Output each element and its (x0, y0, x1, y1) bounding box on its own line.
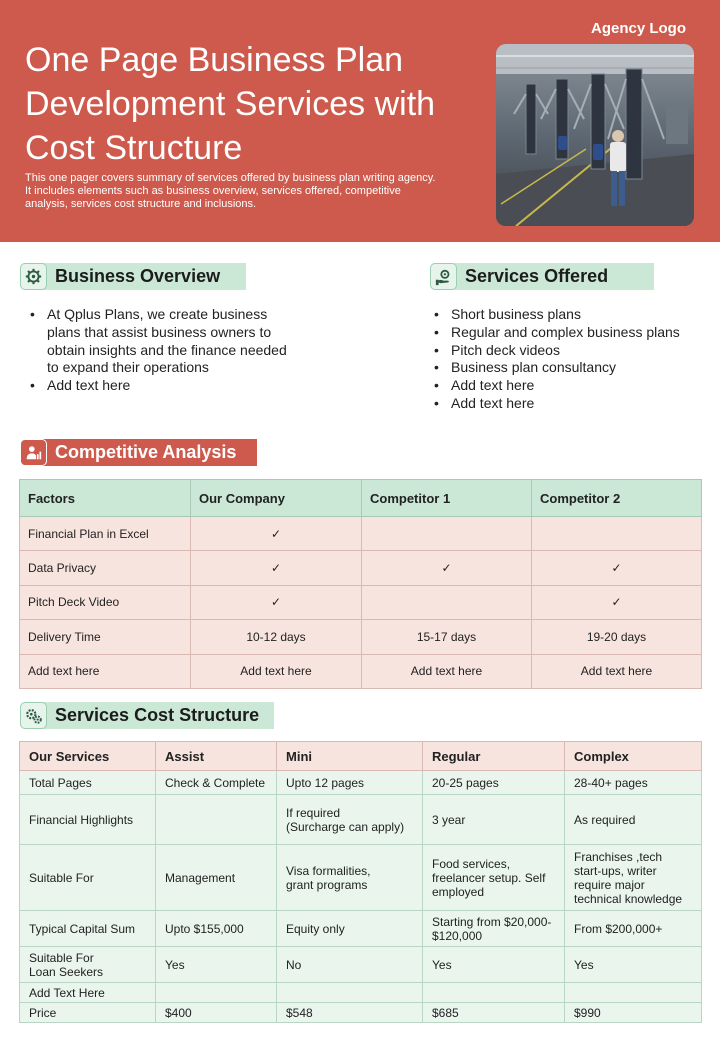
table-cell: $685 (423, 1003, 565, 1023)
table-cell: Add text here (191, 654, 362, 688)
table-cell: Starting from $20,000- $120,000 (423, 911, 565, 947)
gears-icon (20, 702, 47, 729)
page-subtitle: This one pager covers summary of services offered by business plan writing agency. It includes elements such as business overview, services offered, competitive analysis, services cost structure and inclusions. (25, 172, 436, 210)
check-icon: ✓ (191, 517, 362, 551)
table-cell: As required (565, 795, 702, 845)
table-row (20, 771, 702, 795)
table-cell (423, 983, 565, 1003)
table-cell: 15-17 days (362, 620, 532, 654)
check-icon: ✓ (191, 551, 362, 585)
table-cell: Equity only (277, 911, 423, 947)
business-overview-title: Business Overview (55, 266, 221, 286)
cost-structure-body (20, 771, 702, 1023)
table-cell: Add Text Here (20, 983, 156, 1003)
table-row (20, 585, 702, 619)
list-item: • Add text here (27, 377, 287, 395)
column-header: Our Services (20, 742, 156, 771)
factory-photo (496, 44, 694, 226)
list-item: • Regular and complex business plans (431, 324, 711, 342)
check-icon: ✓ (532, 551, 702, 585)
table-cell (156, 983, 277, 1003)
table-row (20, 947, 702, 983)
table-row (20, 795, 702, 845)
column-header: Competitor 1 (362, 480, 532, 517)
table-cell: Food services, freelancer setup. Self employed (423, 845, 565, 911)
cost-structure-title: Services Cost Structure (55, 705, 260, 725)
hand-gear-icon (430, 263, 457, 290)
table-cell: 20-25 pages (423, 771, 565, 795)
cost-structure-header (24, 702, 274, 729)
column-header: Assist (156, 742, 277, 771)
table-cell: Check & Complete (156, 771, 277, 795)
table-cell: Data Privacy (20, 551, 191, 585)
check-icon: ✓ (191, 585, 362, 619)
services-offered-header (434, 263, 654, 290)
table-cell: $400 (156, 1003, 277, 1023)
agency-logo: Agency Logo (590, 20, 686, 37)
competitive-analysis-table (19, 479, 702, 689)
competitive-analysis-header (24, 439, 257, 466)
services-offered-list (431, 306, 711, 413)
list-item: • Add text here (431, 377, 711, 395)
list-item: • Business plan consultancy (431, 359, 711, 377)
table-row (20, 983, 702, 1003)
table-cell: Add text here (532, 654, 702, 688)
table-cell: Yes (156, 947, 277, 983)
table-cell: Franchises ,tech start-ups, writer require major technical knowledge (565, 845, 702, 911)
table-cell: 19-20 days (532, 620, 702, 654)
table-cell: Visa formalities, grant programs (277, 845, 423, 911)
table-cell: Financial Highlights (20, 795, 156, 845)
table-cell: 28-40+ pages (565, 771, 702, 795)
table-cell (277, 983, 423, 1003)
table-cell: $990 (565, 1003, 702, 1023)
table-header-row (20, 480, 702, 517)
table-header-row (20, 742, 702, 771)
table-cell: Financial Plan in Excel (20, 517, 191, 551)
table-row (20, 1003, 702, 1023)
table-cell: Yes (423, 947, 565, 983)
person-chart-icon (20, 439, 47, 466)
table-row (20, 654, 702, 688)
table-row (20, 911, 702, 947)
table-cell (362, 517, 532, 551)
header-banner (0, 0, 720, 242)
table-cell: $548 (277, 1003, 423, 1023)
column-header: Mini (277, 742, 423, 771)
check-icon: ✓ (532, 585, 702, 619)
cost-structure-table (19, 741, 702, 1023)
table-row (20, 620, 702, 654)
table-row (20, 551, 702, 585)
gear-icon (20, 263, 47, 290)
list-item: • Pitch deck videos (431, 342, 711, 360)
column-header: Regular (423, 742, 565, 771)
column-header: Competitor 2 (532, 480, 702, 517)
table-cell: Upto 12 pages (277, 771, 423, 795)
table-cell: From $200,000+ (565, 911, 702, 947)
check-icon: ✓ (362, 551, 532, 585)
page-title: One Page Business Plan Development Services with Cost Structure (25, 41, 436, 167)
list-item: • Add text here (431, 395, 711, 413)
table-cell: 10-12 days (191, 620, 362, 654)
table-cell (362, 585, 532, 619)
table-cell: Total Pages (20, 771, 156, 795)
table-row (20, 845, 702, 911)
list-item: • At Qplus Plans, we create business plans that assist business owners to obtain insights and the finance needed to expand their operations (27, 306, 287, 377)
table-cell: Delivery Time (20, 620, 191, 654)
table-cell: No (277, 947, 423, 983)
table-cell (532, 517, 702, 551)
column-header: Complex (565, 742, 702, 771)
list-item: • Short business plans (431, 306, 711, 324)
table-cell (565, 983, 702, 1003)
column-header: Our Company (191, 480, 362, 517)
services-offered-title: Services Offered (465, 266, 609, 286)
table-cell: 3 year (423, 795, 565, 845)
table-cell: Price (20, 1003, 156, 1023)
competitive-analysis-title: Competitive Analysis (55, 442, 237, 462)
table-cell: Upto $155,000 (156, 911, 277, 947)
table-row (20, 517, 702, 551)
table-cell: Typical Capital Sum (20, 911, 156, 947)
table-cell: Add text here (362, 654, 532, 688)
table-cell (156, 795, 277, 845)
table-cell: If required (Surcharge can apply) (277, 795, 423, 845)
table-cell: Yes (565, 947, 702, 983)
table-cell: Suitable For (20, 845, 156, 911)
column-header: Factors (20, 480, 191, 517)
business-overview-list (27, 306, 287, 395)
table-cell: Add text here (20, 654, 191, 688)
business-overview-header (24, 263, 246, 290)
table-cell: Suitable For Loan Seekers (20, 947, 156, 983)
table-cell: Pitch Deck Video (20, 585, 191, 619)
table-cell: Management (156, 845, 277, 911)
